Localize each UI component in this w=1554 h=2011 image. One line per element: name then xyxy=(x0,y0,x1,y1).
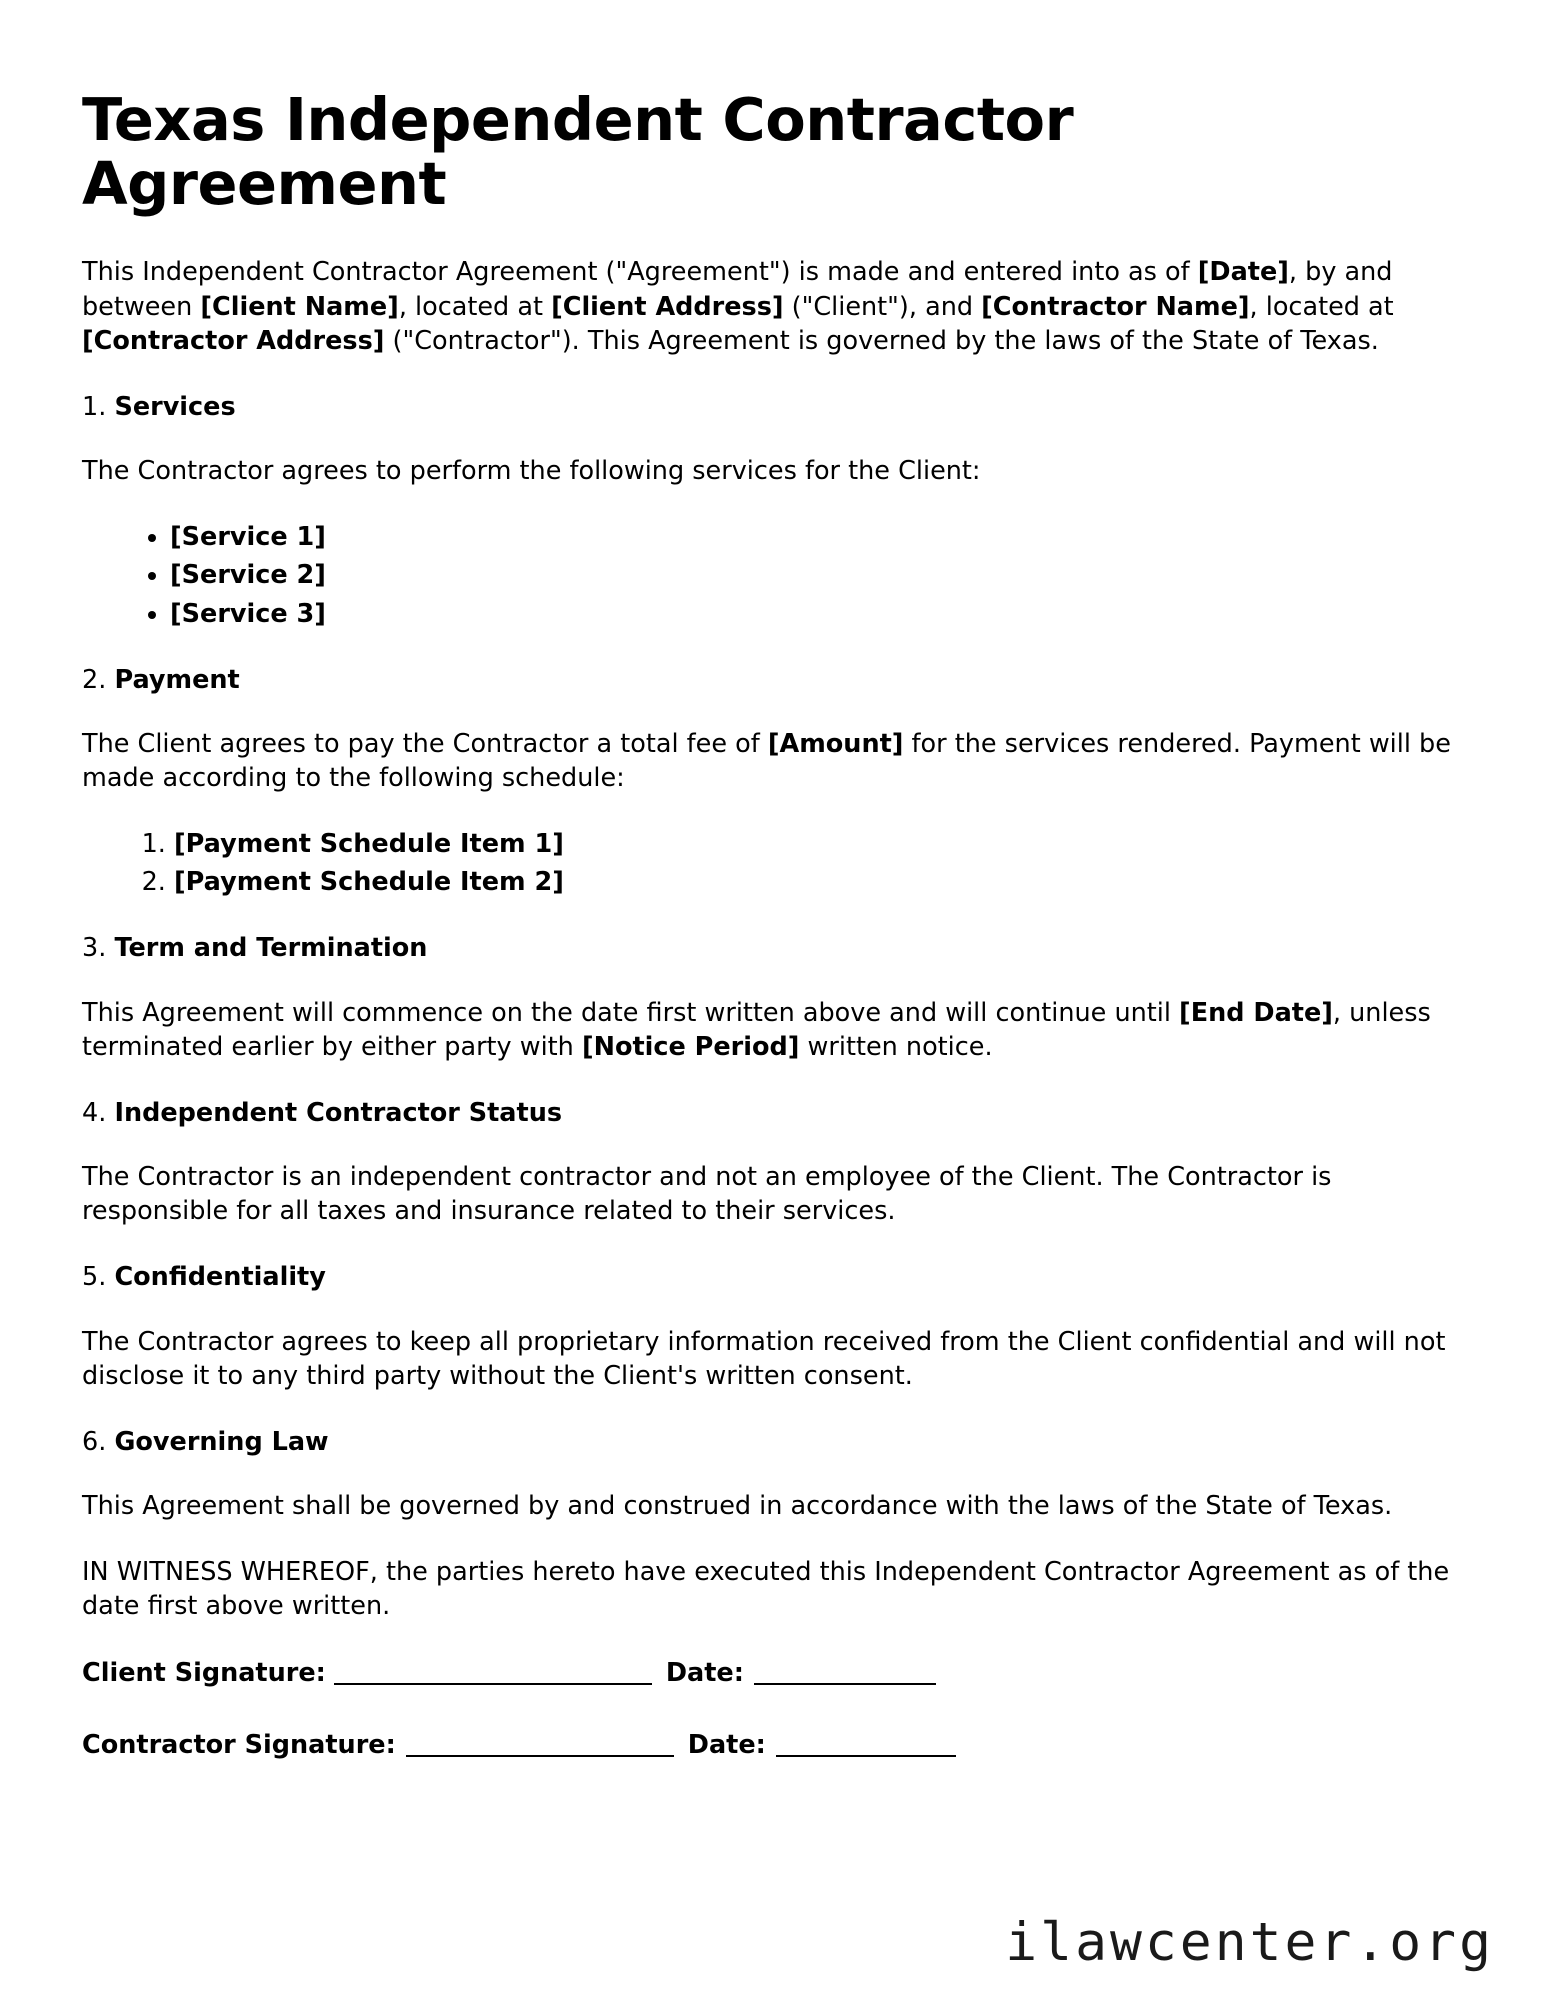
section-title: Payment xyxy=(114,664,240,695)
section-number: 5. xyxy=(82,1262,107,1293)
list-item: 2. [Payment Schedule Item 2] xyxy=(174,865,1474,899)
list-item: • [Service 1] xyxy=(170,520,1474,554)
services-list xyxy=(82,520,1474,630)
section-number: 4. xyxy=(82,1097,107,1128)
services-body: The Contractor agrees to perform the following services for the Client: xyxy=(82,456,981,487)
placeholder-date: [Date] xyxy=(1197,257,1289,288)
placeholder-end-date: [End Date] xyxy=(1179,997,1333,1028)
list-item: • [Service 2] xyxy=(170,558,1474,592)
intro-text-1: This Independent Contractor Agreement ("Agreement") is made and entered into as of xyxy=(82,257,1198,288)
term-body xyxy=(82,996,1472,1064)
client-signature-row xyxy=(82,1656,1474,1690)
section-heading-confidentiality xyxy=(82,1260,1474,1294)
section-number: 2. xyxy=(82,664,107,695)
placeholder-contractor-address: [Contractor Address] xyxy=(82,325,385,356)
section-number: 3. xyxy=(82,933,107,964)
signature-block xyxy=(82,1656,1474,1762)
term-text-3: written notice. xyxy=(799,1031,993,1062)
section-title: Term and Termination xyxy=(114,933,428,964)
placeholder-amount: [Amount] xyxy=(767,728,904,759)
intro-text-3: , located at xyxy=(398,291,552,322)
witness-clause: IN WITNESS WHEREOF, the parties hereto have executed this Independent Contractor Agreement as of the date first above written. xyxy=(82,1557,1450,1622)
page-title: Texas Independent Contractor Agreement xyxy=(82,85,1074,218)
section-heading-governing-law xyxy=(82,1425,1474,1459)
intro-paragraph xyxy=(82,255,1472,357)
section-number: 6. xyxy=(82,1426,107,1457)
section-heading-payment xyxy=(82,663,1474,697)
list-item: • [Service 3] xyxy=(170,597,1474,631)
placeholder-notice-period: [Notice Period] xyxy=(581,1031,800,1062)
placeholder-client-address: [Client Address] xyxy=(551,291,784,322)
client-date-line[interactable] xyxy=(754,1683,936,1685)
section-number: 1. xyxy=(82,391,107,422)
intro-text-5: , located at xyxy=(1249,291,1394,322)
section-heading-term-and-termination xyxy=(82,931,1474,965)
contractor-signature-label: Contractor Signature: xyxy=(82,1729,396,1760)
intro-text-4: ("Client"), and xyxy=(783,291,982,322)
client-signature-label: Client Signature: xyxy=(82,1657,326,1688)
section-title: Governing Law xyxy=(114,1426,329,1457)
section-title: Independent Contractor Status xyxy=(114,1097,563,1128)
contractor-date-line[interactable] xyxy=(776,1755,956,1757)
placeholder-contractor-name: [Contractor Name] xyxy=(981,291,1250,322)
payment-text-1: The Client agrees to pay the Contractor a total fee of xyxy=(82,728,768,759)
contractor-signature-row xyxy=(82,1728,1474,1762)
term-text-1: This Agreement will commence on the date first written above and will continue until xyxy=(82,997,1180,1028)
section-heading-services xyxy=(82,390,1474,424)
confidentiality-body: The Contractor agrees to keep all proprietary information received from the Client confidential and will not disclose it to any third party without the Client's written consent. xyxy=(82,1326,1446,1391)
contractor-signature-line[interactable] xyxy=(406,1755,674,1757)
client-date-label: Date: xyxy=(665,1657,744,1688)
payment-text-2: for the services rendered. Payment will be made according to the following schedule: xyxy=(82,728,1451,793)
payment-schedule-list xyxy=(82,827,1474,899)
term-text-2: , unless terminated earlier by either party with xyxy=(82,997,1431,1062)
placeholder-client-name: [Client Name] xyxy=(200,291,399,322)
governing-law-body: This Agreement shall be governed by and construed in accordance with the laws of the State of Texas. xyxy=(82,1491,1393,1522)
payment-body xyxy=(82,727,1472,795)
section-title: Services xyxy=(114,391,236,422)
client-signature-line[interactable] xyxy=(334,1683,652,1685)
list-item: 1. [Payment Schedule Item 1] xyxy=(174,827,1474,861)
intro-text-2: , by and between xyxy=(82,257,1393,322)
contractor-date-label: Date: xyxy=(687,1729,766,1760)
status-body: The Contractor is an independent contractor and not an employee of the Client. The Contractor is responsible for all taxes and insurance related to their services. xyxy=(82,1162,1332,1227)
watermark: ilawcenter.org xyxy=(1005,1912,1494,1973)
section-heading-independent-contractor-status xyxy=(82,1096,1474,1130)
intro-text-6: ("Contractor"). This Agreement is governed by the laws of the State of Texas. xyxy=(384,325,1379,356)
section-title: Confidentiality xyxy=(114,1262,326,1293)
